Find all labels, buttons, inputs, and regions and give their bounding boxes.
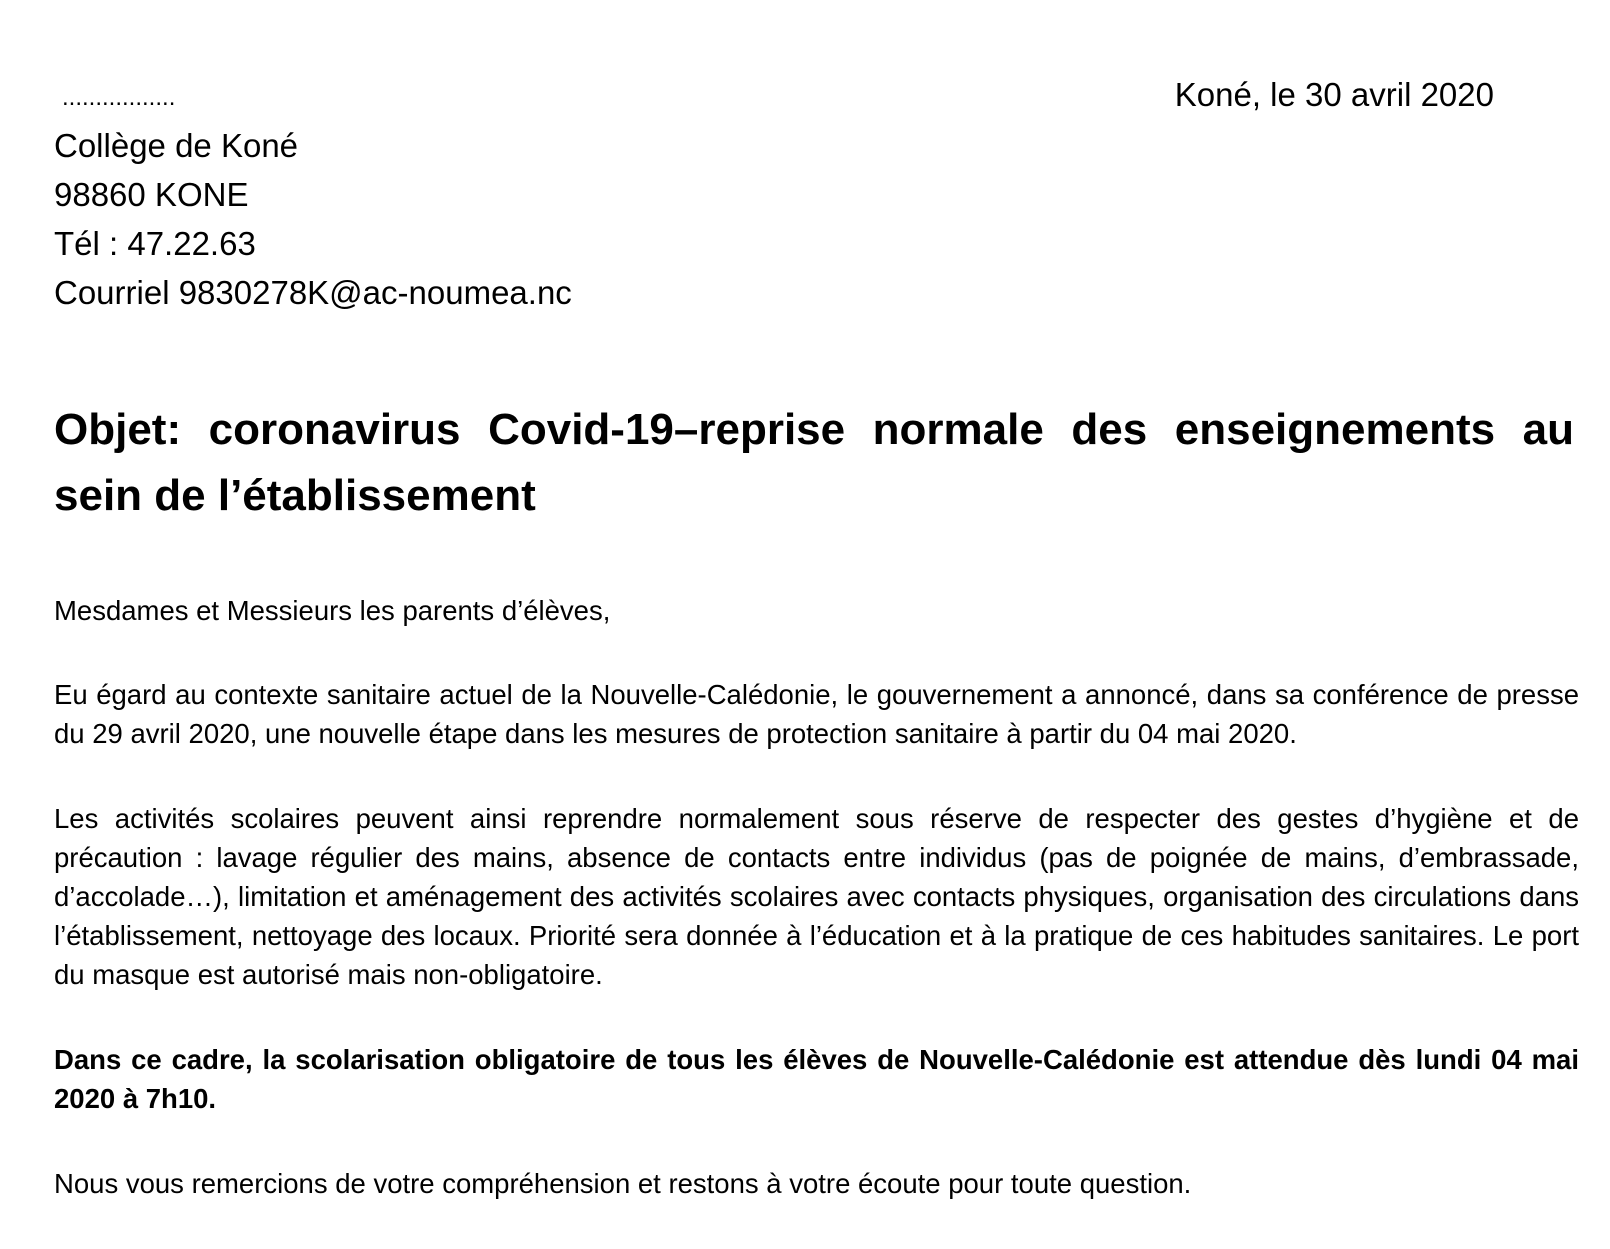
sender-phone: Tél : 47.22.63 (54, 225, 256, 262)
sender-name: Collège de Koné (54, 127, 299, 164)
body-paragraph-attendance: Dans ce cadre, la scolarisation obligatoire de tous les élèves de Nouvelle-Calédonie est attendue dès lundi 04 mai 2020 à 7h10. (54, 1044, 1579, 1114)
recipient-placeholder-dots: ................. (62, 84, 176, 111)
letter-closing: Nous vous remercions de votre compréhension et restons à votre écoute pour toute question. (54, 1168, 1192, 1199)
letter-subject: Objet: coronavirus Covid-19–reprise normale des enseignements au sein de l’établissement (54, 405, 1574, 520)
sender-address-block (54, 121, 572, 317)
letter-greeting: Mesdames et Messieurs les parents d’élèves, (54, 595, 611, 626)
body-paragraph-context: Eu égard au contexte sanitaire actuel de la Nouvelle-Calédonie, le gouvernement a annoncé, dans sa conférence de presse du 29 avril 2020, une nouvelle étape dans les mesures de protection sanitaire à partir du 04 mai 2020. (54, 679, 1579, 749)
sender-email: Courriel 9830278K@ac-noumea.nc (54, 274, 572, 311)
sender-city: 98860 KONE (54, 176, 249, 213)
body-paragraph-measures: Les activités scolaires peuvent ainsi reprendre normalement sous réserve de respecter des gestes d’hygiène et de précaution : lavage régulier des mains, absence de contacts entre individus (pas de poignée de mains, d’embrassade, d’accolade…), limitation et aménagement des activités scolaires avec contacts physiques, organisation des circulations dans l’établissement, nettoyage des locaux. Priorité sera donnée à l’éducation et à la pratique de ces habitudes sanitaires. Le port du masque est autorisé mais non-obligatoire. (54, 803, 1579, 990)
letter-body (54, 591, 1579, 1249)
letter-date: Koné, le 30 avril 2020 (1174, 76, 1494, 113)
